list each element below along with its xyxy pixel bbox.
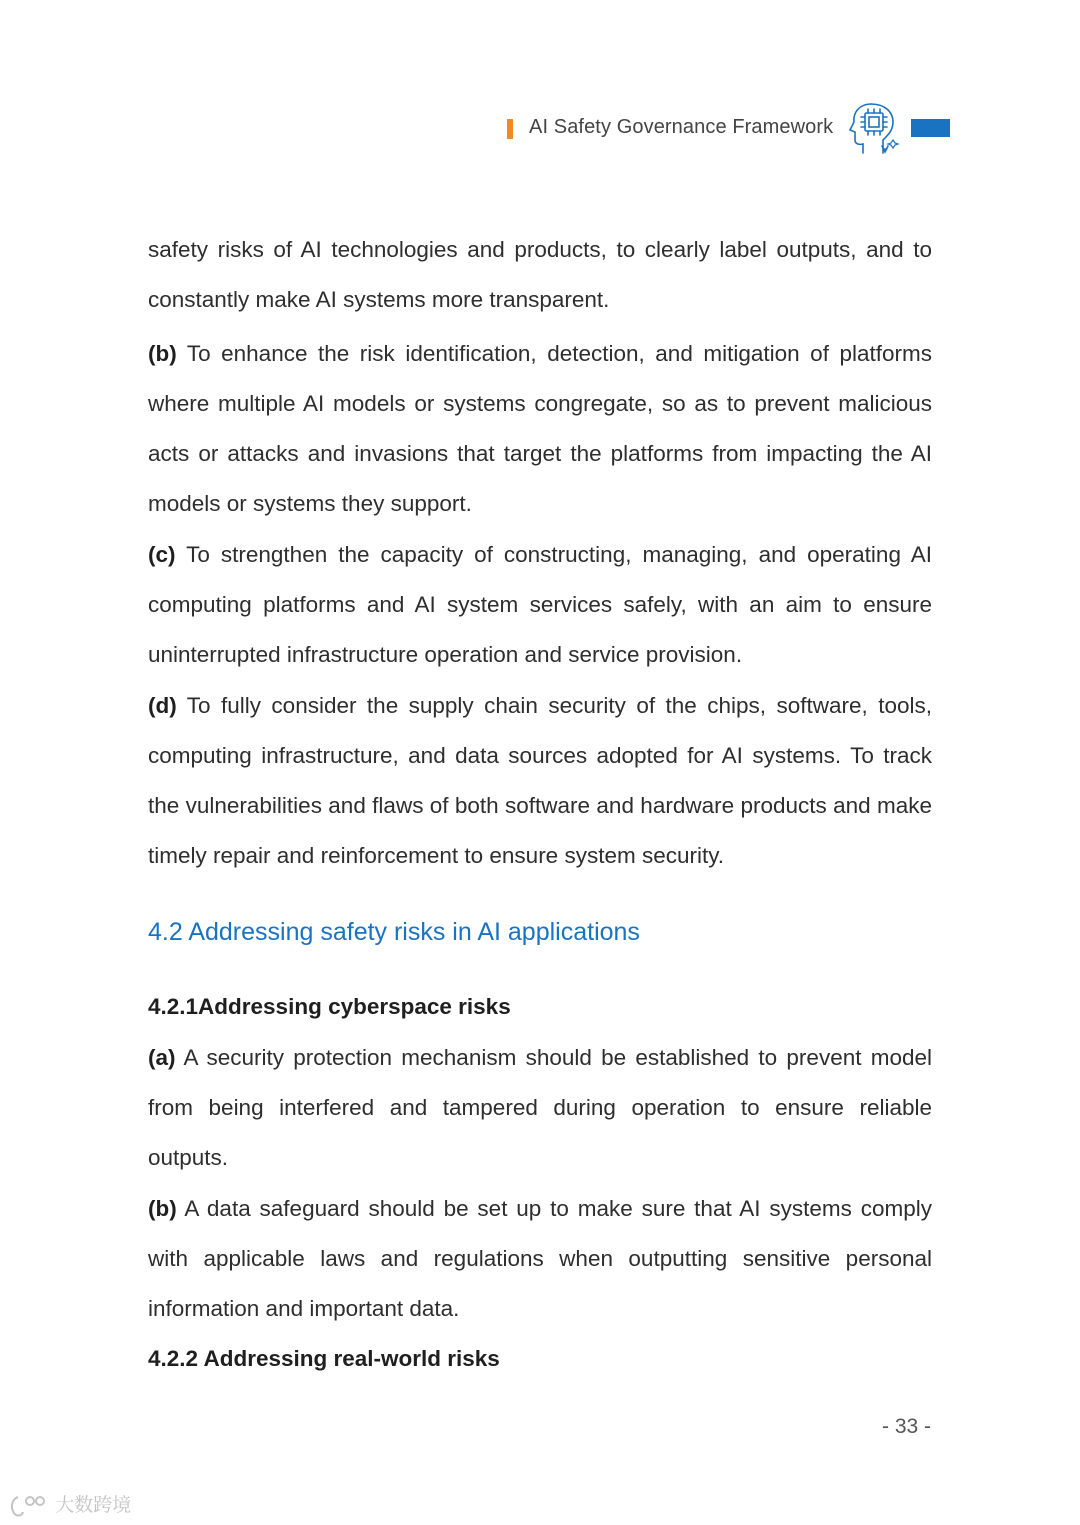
header-brand-block [911, 119, 950, 137]
list-item-b-cyberspace: (b) A data safeguard should be set up to make sure that AI systems comply with applicable laws and regulations when outputting sensitive personal information and important data. [148, 1196, 932, 1321]
watermark-logo-icon [8, 1493, 50, 1519]
paragraph-continuation: safety risks of AI technologies and products, to clearly label outputs, and to constantly make AI systems more transparent. [148, 237, 932, 312]
list-item-a-cyberspace: (a) A security protection mechanism should be established to prevent model from being interfered and tampered during operation to ensure reliable outputs. [148, 1045, 932, 1170]
page-header [0, 100, 1080, 160]
page-number: - 33 - [882, 1415, 932, 1438]
watermark [8, 1490, 131, 1519]
header-title: AI Safety Governance Framework [529, 116, 834, 138]
ai-head-chip-icon [845, 100, 903, 158]
header-accent-bar [507, 119, 513, 139]
list-item-b: (b) To enhance the risk identification, detection, and mitigation of platforms where multiple AI models or systems congregate, so as to prevent malicious acts or attacks and invasions that target the platforms from impacting the AI models or systems they support. [148, 341, 932, 516]
subsection-heading-4-2-2: 4.2.2 Addressing real-world risks [148, 1346, 500, 1371]
list-item-c: (c) To strengthen the capacity of constructing, managing, and operating AI computing platforms and AI system services safely, with an aim to ensure uninterrupted infrastructure operation and service provision. [148, 542, 932, 667]
watermark-text: 大数跨境 [55, 1495, 132, 1516]
subsection-heading-4-2-1: 4.2.1Addressing cyberspace risks [148, 994, 511, 1019]
list-item-d: (d) To fully consider the supply chain security of the chips, software, tools, computing infrastructure, and data sources adopted for AI systems. To track the vulnerabilities and flaws of both software and hardware products and make timely repair and reinforcement to ensure system security. [148, 693, 932, 868]
section-heading-4-2: 4.2 Addressing safety risks in AI applications [148, 918, 640, 946]
